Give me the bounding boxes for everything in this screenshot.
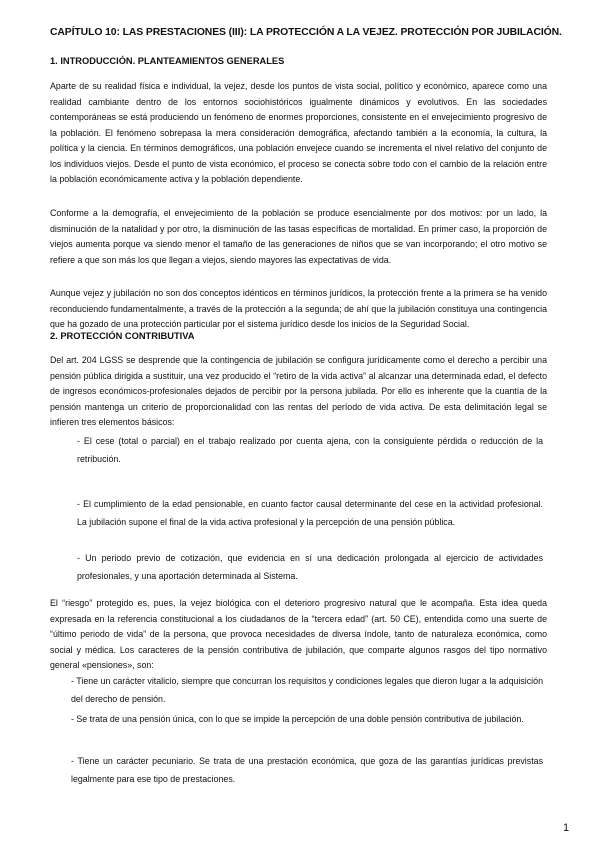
chapter-title: CAPÍTULO 10: LAS PRESTACIONES (III): LA PROTECCIÓN A LA VEJEZ. PROTECCIÓN POR JUBILACIÓN. bbox=[50, 27, 562, 38]
paragraph-introduction-3: Aunque vejez y jubilación no son dos conceptos idénticos en términos jurídicos, la protección frente a la primera se ha venido reconduciendo fundamentalmente, a través de la protección a la segunda; de ahí que la jubilación constituya una contingencia que ha gozado de una protección particular por el sistema jurídico desde los inicios de la Seguridad Social. bbox=[50, 288, 547, 329]
section-heading-introduction: 1. INTRODUCCIÓN. PLANTEAMIENTOS GENERALES bbox=[50, 56, 285, 66]
page-number: 1 bbox=[563, 822, 570, 834]
paragraph-introduction-1: Aparte de su realidad física e individual, la vejez, desde los puntos de vista social, político y económico, aparece como una realidad cambiante dentro de los entornos sociohistóricos igualmente dinámicos y evolutivos. En las sociedades contemporáneas se está produciendo un fenómeno de enormes proporciones, consistente en el envejecimiento progresivo de la población. El fenómeno sobrepasa la mera consideración demográfica, afectando también a la economía, la cultura, la política y la ciencia. En términos demográficos, una población envejece cuando se incrementa el nivel relativo del conjunto de los individuos viejos. Desde el punto de vista económico, el proceso se conecta sobre todo con el cambio de la relación entre la población económicamente activa y la población dependiente. bbox=[50, 81, 547, 184]
paragraph-riesgo: El “riesgo” protegido es, pues, la vejez biológica con el deterioro progresivo natural que le acompaña. Esta idea queda expresada en la referencia constitucional a los ciudadanos de la “tercera edad” (art. 50 CE), entendida como una suerte de “último periodo de vida” de la persona, que provoca necesidades de diversa índole, tanto de naturaleza económica, como social y médica. Los caracteres de la pensión contributiva de jubilación, que comparte algunos rasgos del tipo normativo general «pensiones», son: bbox=[50, 598, 547, 670]
list-item-caracter-pecuniario: - Tiene un carácter pecuniario. Se trata de una prestación económica, que goza de las garantías jurídicas previstas legalmente para ese tipo de prestaciones. bbox=[71, 756, 543, 784]
list-item-element-cotizacion: - Un periodo previo de cotización, que evidencia en sí una dedicación prolongada al ejercicio de actividades profesionales, y una aportación determinada al Sistema. bbox=[77, 553, 543, 581]
list-item-element-cese: - El cese (total o parcial) en el trabajo realizado por cuenta ajena, con la consiguiente pérdida o reducción de la retribución. bbox=[77, 436, 543, 464]
section-heading-contributiva: 2. PROTECCIÓN CONTRIBUTIVA bbox=[50, 331, 195, 341]
paragraph-contributiva-intro: Del art. 204 LGSS se desprende que la contingencia de jubilación se configura jurídicamente como el derecho a percibir una pensión pública dirigida a sustituir, una vez producido el “retiro de la vida activa” al alcanzar una determinada edad, el defecto de ingresos económicos-profesionales dejados de percibir por la persona jubilada. Por ello es inherente que la cuantía de la pensión mantenga un criterio de proporcionalidad con las rentas del período de vida activa. De esta delimitación legal se infieren tres elementos básicos: bbox=[50, 355, 547, 427]
list-item-pension-unica: - Se trata de una pensión única, con lo que se impide la percepción de una doble pensión contributiva de jubilación. bbox=[71, 714, 524, 724]
list-item-caracter-vitalicio: - Tiene un carácter vitalicio, siempre que concurran los requisitos y condiciones legales que dieron lugar a la adquisición del derecho de pensión. bbox=[71, 676, 543, 704]
paragraph-introduction-2: Conforme a la demografía, el envejecimiento de la población se produce esencialmente por dos motivos: por un lado, la disminución de la natalidad y por otro, la disminución de las tasas específicas de mortalidad. En primer caso, la proporción de viejos aumenta porque va siendo menor el tamaño de las generaciones de niños que se van incorporando; el otro motivo se refiere a que son más los que llegan a viejos, siendo mayores las expectativas de vida. bbox=[50, 208, 547, 265]
list-item-element-edad: - El cumplimiento de la edad pensionable, en cuanto factor causal determinante del cese en la actividad profesional. La jubilación supone el final de la vida activa profesional y la percepción de una pensión pública. bbox=[77, 499, 543, 527]
